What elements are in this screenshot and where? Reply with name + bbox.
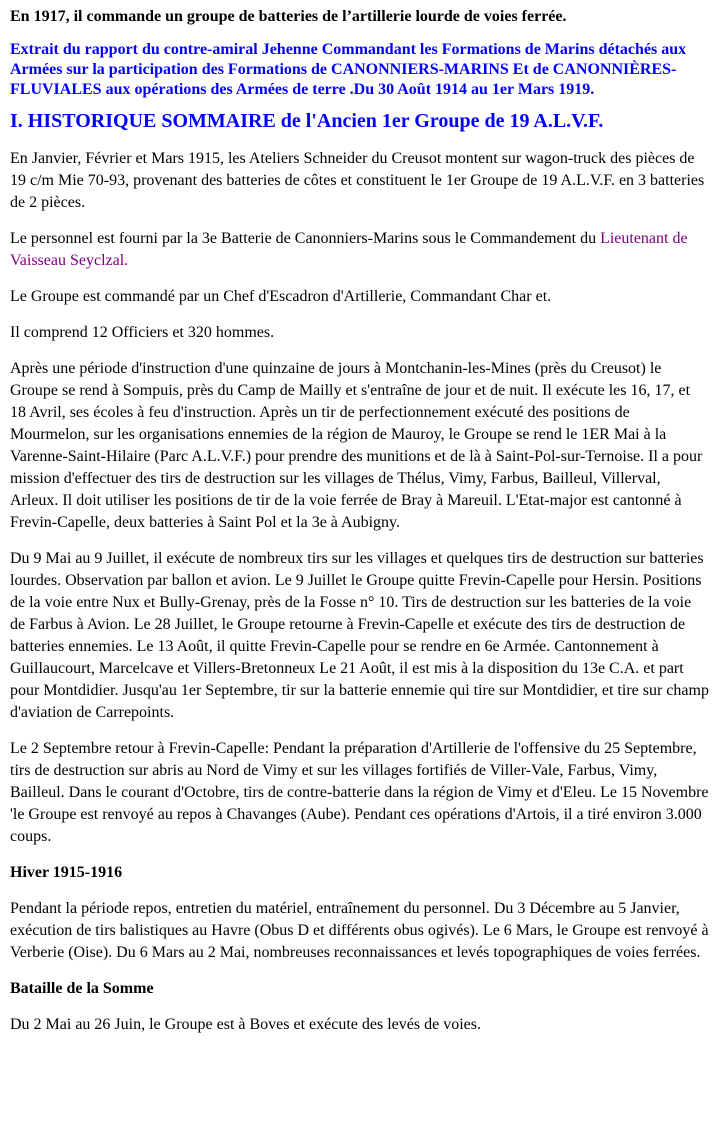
paragraph-commander: Le Groupe est commandé par un Chef d'Escadron d'Artillerie, Commandant Char et.: [10, 288, 552, 305]
paragraph-may-july: Du 9 Mai au 9 Juillet, il exécute de nombreux tirs sur les villages et quelques tirs de destruction sur batteries lourdes. Observation par ballon et avion. Le 9 Juillet le Groupe quitte Frevin-Capelle pour Hersin. Positions de la voie entre Nux et Bully-Grenay, près de la Fosse n° 10. Tirs de destruction sur les batteries de la voie de Farbus à Avion. Le 28 Juillet, le Groupe retourne à Frevin-Capelle et exécute des tirs de destruction de batteries ennemies. Le 13 Août, il quitte Frevin-Capelle pour se rendre en 6e Armée. Cantonnement à Guillaucourt, Marcelcave et Villers-Bretonneux Le 21 Août, il est mis à la disposition du 13e C.A. et part pour Montdidier. Jusqu'au 1er Septembre, tir sur la batterie ennemie qui tire sur Montdidier, et tire sur champ d'aviation de Carrepoints.: [10, 550, 709, 721]
intro-line: En 1917, il commande un groupe de batteries de l’artillerie lourde de voies ferrée.: [10, 8, 567, 25]
paragraph-personnel: [10, 228, 710, 272]
paragraph-strength: Il comprend 12 Officiers et 320 hommes.: [10, 324, 275, 341]
paragraph-winter: Pendant la période repos, entretien du matériel, entraînement du personnel. Du 3 Décembre au 5 Janvier, exécution de tirs balistiques au Havre (Obus D et différents obus ogivés). Le 6 Mars, le Groupe est renvoyé à Verberie (Oise). Du 6 Mars au 2 Mai, nombreuses reconnaissances et levés topographiques de voies ferrées.: [10, 900, 709, 961]
paragraph-somme: Du 2 Mai au 26 Juin, le Groupe est à Boves et exécute des levés de voies.: [10, 1016, 481, 1033]
lieutenant-link[interactable]: Lieutenant de Vaisseau Seyclzal.: [10, 230, 688, 269]
paragraph-september: Le 2 Septembre retour à Frevin-Capelle: Pendant la préparation d'Artillerie de l'offensive du 25 Septembre, tirs de destruction sur abris au Nord de Vimy et sur les villages fortifiés de Viller-Vale, Farbus, Vimy, Bailleul. Dans le courant d'Octobre, tirs de contre-batterie dans la région de Vimy et d'Eleu. Le 15 Novembre 'le Groupe est renvoyé au repos à Chavanges (Aube). Pendant ces opérations d'Artois, il a tiré environ 3.000 coups.: [10, 740, 709, 845]
section-title: I. HISTORIQUE SOMMAIRE de l'Ancien 1er Groupe de 19 A.L.V.F.: [10, 110, 604, 132]
paragraph-formation: En Janvier, Février et Mars 1915, les Ateliers Schneider du Creusot montent sur wagon-truck des pièces de 19 c/m Mie 70-93, provenant des batteries de côtes et constituent le 1er Groupe de 19 A.L.V.F. en 3 batteries de 2 pièces.: [10, 150, 705, 211]
report-extract-heading: Extrait du rapport du contre-amiral Jehenne Commandant les Formations de Marins détachés aux Armées sur la participation des Formations de CANONNIERS-MARINS Et de CANONNIÈRES-FLUVIALES aux opérations des Armées de terre .Du 30 Août 1914 au 1er Mars 1919.: [10, 41, 687, 98]
heading-somme: Bataille de la Somme: [10, 980, 154, 997]
heading-winter: Hiver 1915-1916: [10, 864, 123, 881]
paragraph-personnel-text: Le personnel est fourni par la 3e Batterie de Canonniers-Marins sous le Commandement du: [10, 230, 601, 247]
document-page: [0, 7, 710, 1036]
paragraph-training: Après une période d'instruction d'une quinzaine de jours à Montchanin-les-Mines (près du Creusot) le Groupe se rend à Sompuis, près du Camp de Mailly et s'entraîne de jour et de nuit. Il exécute les 16, 17, et 18 Avril, ses écoles à feu d'instruction. Après un tir de perfectionnement exécuté des positions de Mourmelon, sur les organisations ennemies de la région de Mauroy, le Groupe se rend le 1ER Mai à la Varenne-Saint-Hilaire (Parc A.L.V.F.) pour prendre des munitions et de là à Saint-Pol-sur-Ternoise. Il a pour mission d'effectuer des tirs de destruction sur les villages de Thélus, Vimy, Farbus, Bailleul, Villerval, Arleux. Il doit utiliser les positions de tir de la voie ferrée de Bray à Mareuil. L'Etat-major est cantonné à Frevin-Capelle, deux batteries à Saint Pol et la 3e à Aubigny.: [10, 360, 703, 531]
